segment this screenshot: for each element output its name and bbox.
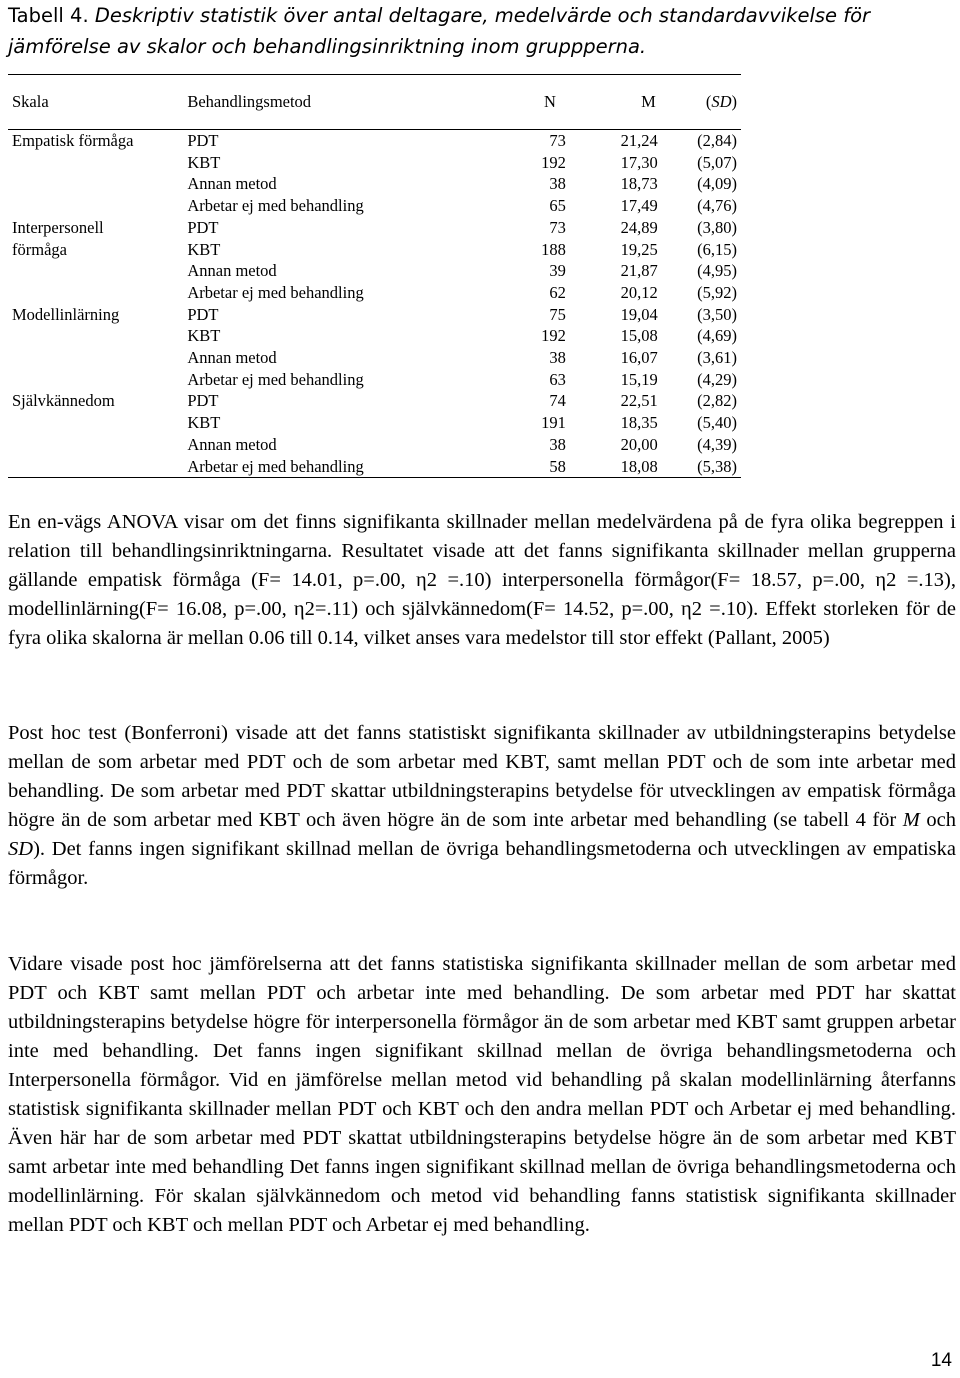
table-row (8, 325, 741, 347)
table-row (8, 260, 741, 282)
cell-m: 21,24 (620, 131, 658, 150)
cell-m: 22,51 (620, 391, 658, 411)
cell-scale (8, 195, 183, 217)
cell-n: 75 (549, 304, 566, 324)
cell-m: 18,73 (620, 174, 658, 194)
cell-scale: Självkännedom (12, 391, 115, 411)
cell-m: 20,12 (620, 282, 658, 302)
cell-n: 73 (549, 131, 566, 150)
table-row (8, 152, 741, 174)
cell-n: 38 (549, 348, 566, 368)
cell-m: 18,35 (620, 413, 658, 433)
table-caption (8, 0, 958, 62)
cell-method: Arbetar ej med behandling (187, 196, 364, 216)
caption-prefix: Tabell 4. (8, 4, 95, 27)
table-row (8, 282, 741, 304)
table-row (8, 239, 741, 261)
cell-m: 15,08 (620, 326, 658, 346)
paragraph-post-hoc: Post hoc test (Bonferroni) visade att det fanns statistiskt signifikanta skillnader av utbildningsterapins betydelse mellan de som arbetar med PDT och de som arbetar med KBT, samt mellan PDT och de som inte arbetar med behandling. De som arbetar med PDT skattar utbildningsterapins betydelse för utvecklingen av empatisk förmåga högre än de som arbetar med KBT och även högre än de som inte arbetar med behandling (se tabell 4 för M och SD). Det fanns ingen signifikant skillnad mellan de övriga behandlingsmetoderna och utvecklingen av empatiska förmågor. (8, 722, 956, 889)
cell-n: 74 (549, 391, 566, 411)
cell-method: Arbetar ej med behandling (183, 456, 424, 478)
cell-sd: (4,39) (697, 434, 737, 454)
cell-scale: förmåga (12, 239, 67, 259)
paragraph-anova: En en-vägs ANOVA visar om det finns signifikanta skillnader mellan medelvärdena på de fyra olika begreppen i relation till behandlingsinriktningarna. Resultatet visade att det fanns signifikanta skillnader mellan grupperna gällande empatisk förmåga (F= 14.01, p=.00, η2 =.10) interpersonella förmågor(F= 18.57, p=.00, η2 =.13), modellinlärning(F= 16.08, p=.00, η2=.11) och självkännedom(F= 14.52, p=.00, η2 =.10). Effekt storleken för de fyra olika skalorna är mellan 0.06 till 0.14, vilket anses vara medelstor till stor effekt (Pallant, 2005) (8, 511, 956, 649)
table-row (8, 369, 741, 391)
cell-sd: (5,38) (662, 456, 741, 478)
header-sd: (SD) (662, 75, 741, 130)
cell-method: PDT (187, 304, 219, 324)
cell-method: Arbetar ej med behandling (187, 282, 364, 302)
cell-scale: Modellinlärning (12, 304, 120, 324)
cell-scale (8, 173, 183, 195)
paragraph-further-comparisons: Vidare visade post hoc jämförelserna att det fanns statistiska signifikanta skillnader mellan de som arbetar med PDT och KBT samt mellan PDT och arbetar inte med behandling. De som arbetar med PDT har skattat utbildningsterapins betydelse högre för interpersonella förmågor än de som arbetar med KBT samt gruppen arbetar inte med behandling. Det fanns ingen signifikant skillnad mellan de övriga behandlingsmetoderna och Interpersonella förmågor. Vid en jämförelse mellan metod vid behandling på skalan modellinlärning återfanns statistisk signifikanta skillnader mellan PDT och KBT och den andra mellan PDT och Arbetar ej med behandling. Även här har de som arbetar med PDT skattat utbildningsterapins betydelse högre än de som arbetar med KBT samt arbetar inte med behandling Det fanns ingen signifikant skillnad mellan de övriga behandlingsmetoderna och modellinlärning. För skalan självkännedom och metod vid behandling fanns statistisk signifikanta skillnader mellan PDT och KBT och mellan PDT och Arbetar ej med behandling. (8, 953, 956, 1236)
cell-scale (8, 369, 183, 391)
cell-m: 15,19 (620, 369, 658, 389)
cell-method: PDT (187, 217, 219, 237)
table-row (8, 456, 741, 478)
cell-n: 63 (549, 369, 566, 389)
table-row (8, 195, 741, 217)
statistics-table (8, 74, 741, 478)
cell-n: 39 (549, 261, 566, 281)
cell-m: 20,00 (620, 434, 658, 454)
cell-scale: Empatisk förmåga (12, 131, 134, 150)
cell-scale (8, 282, 183, 304)
cell-n: 65 (549, 196, 566, 216)
cell-m: 19,04 (620, 304, 658, 324)
cell-n: 38 (549, 174, 566, 194)
table-row (8, 130, 741, 152)
cell-method: PDT (187, 391, 219, 411)
cell-sd: (3,50) (697, 304, 737, 324)
cell-method: KBT (187, 413, 221, 433)
table-row (8, 390, 741, 412)
header-method: Behandlingsmetod (183, 75, 424, 130)
cell-n: 192 (541, 326, 566, 346)
cell-n: 58 (424, 456, 570, 478)
cell-sd: (5,92) (697, 282, 737, 302)
table-header-row (8, 75, 741, 130)
table-row (8, 304, 741, 326)
cell-n: 38 (549, 434, 566, 454)
page-number: 14 (930, 1350, 952, 1371)
cell-n: 62 (549, 282, 566, 302)
cell-m: 17,49 (620, 196, 658, 216)
cell-m: 16,07 (620, 348, 658, 368)
cell-m: 21,87 (620, 261, 658, 281)
table-row (8, 173, 741, 195)
cell-n: 192 (541, 152, 566, 172)
cell-scale (8, 260, 183, 282)
cell-sd: (4,29) (697, 369, 737, 389)
cell-scale (8, 412, 183, 434)
table-row (8, 434, 741, 456)
cell-scale: Interpersonell (12, 217, 104, 237)
cell-method: KBT (187, 239, 221, 259)
cell-method: KBT (187, 326, 221, 346)
cell-n: 191 (541, 413, 566, 433)
cell-sd: (2,82) (697, 391, 737, 411)
cell-sd: (5,40) (697, 413, 737, 433)
header-m: M (570, 75, 662, 130)
cell-sd: (4,69) (697, 326, 737, 346)
cell-n: 73 (549, 217, 566, 237)
cell-sd: (4,95) (697, 261, 737, 281)
cell-sd: (6,15) (697, 239, 737, 259)
cell-method: PDT (187, 131, 219, 150)
cell-scale (8, 325, 183, 347)
table-row (8, 217, 741, 239)
cell-method: KBT (187, 152, 221, 172)
cell-method: Annan metod (187, 174, 277, 194)
cell-method: Annan metod (187, 261, 277, 281)
cell-method: Annan metod (187, 434, 277, 454)
cell-sd: (3,61) (697, 348, 737, 368)
table-row (8, 347, 741, 369)
header-n: N (424, 75, 570, 130)
cell-n: 188 (541, 239, 566, 259)
cell-scale (8, 434, 183, 456)
cell-scale (8, 152, 183, 174)
cell-scale (8, 456, 183, 478)
cell-sd: (5,07) (697, 152, 737, 172)
table-row (8, 412, 741, 434)
cell-method: Annan metod (187, 348, 277, 368)
cell-sd: (4,09) (697, 174, 737, 194)
cell-m: 18,08 (570, 456, 662, 478)
cell-m: 24,89 (620, 217, 658, 237)
header-scale: Skala (8, 75, 183, 130)
cell-m: 17,30 (620, 152, 658, 172)
cell-sd: (2,84) (697, 131, 737, 150)
cell-sd: (4,76) (697, 196, 737, 216)
caption-text: Deskriptiv statistik över antal deltagare, medelvärde och standardavvikelse för jämförelse av skalor och behandlingsinriktning inom gruppperna. (8, 4, 871, 58)
cell-scale (8, 347, 183, 369)
cell-m: 19,25 (620, 239, 658, 259)
cell-sd: (3,80) (697, 217, 737, 237)
cell-method: Arbetar ej med behandling (187, 369, 364, 389)
